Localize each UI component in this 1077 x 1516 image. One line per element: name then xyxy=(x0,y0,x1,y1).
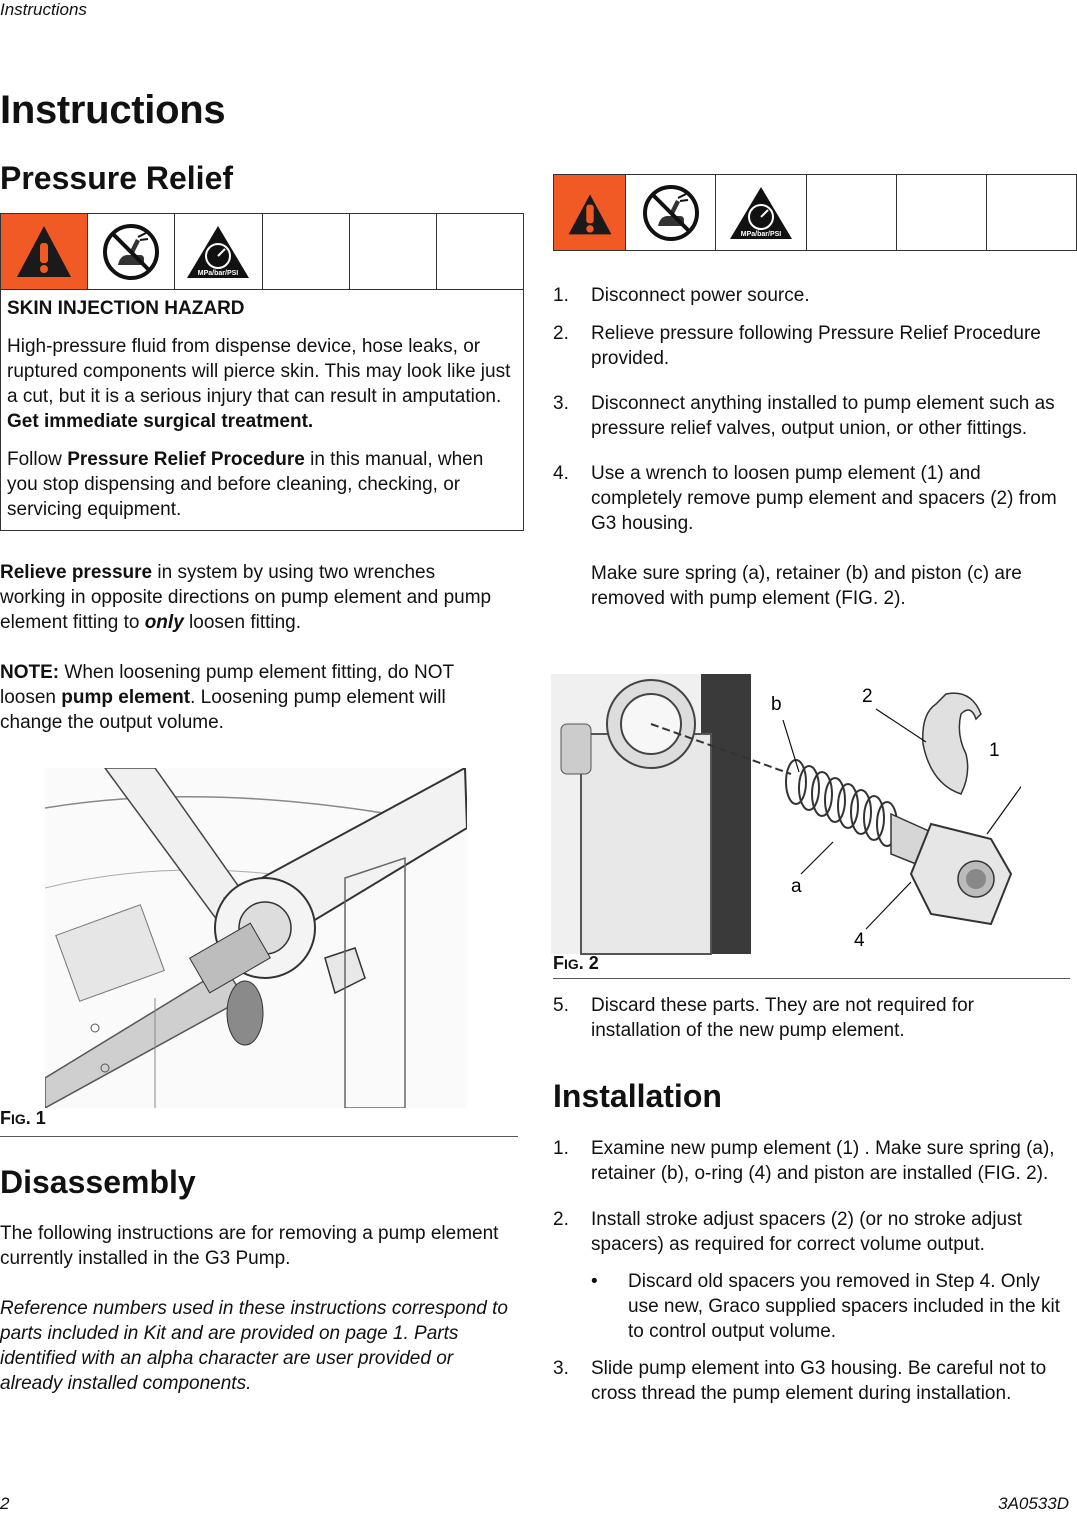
fig2-label: FIG. 2 xyxy=(553,953,599,973)
reference-note: Reference numbers used in these instructions correspond to parts included in Kit and are provided on page 1. Parts identified with an alpha character are user provided or already installed components. xyxy=(0,1298,508,1394)
step-4-note: Make sure spring (a), retainer (b) and piston (c) are removed with pump element (FIG. 2). xyxy=(591,563,1022,609)
empty-icon-cell xyxy=(437,214,523,289)
empty-icon-cell xyxy=(350,214,437,289)
step-item: 4. Use a wrench to loosen pump element (1) and completely remove pump element and spacers (2) from G3 housing. xyxy=(553,463,1057,534)
warning-paragraph-2: Follow Pressure Relief Procedure in this manual, when you stop dispensing and before cleaning, checking, or servicing equipment. xyxy=(7,449,484,520)
step-item: 1. Disconnect power source. xyxy=(553,285,810,306)
installation-steps xyxy=(553,1136,1068,1406)
warning-triangle-icon xyxy=(562,186,618,240)
no-hand-spray-icon xyxy=(640,182,702,244)
no-hand-spray-icon xyxy=(100,221,162,283)
warning-triangle-cell xyxy=(554,175,626,250)
empty-icon-cell xyxy=(987,175,1076,250)
pressure-gauge-icon xyxy=(185,224,251,280)
empty-icon-cell xyxy=(263,214,350,289)
bullet-item: • Discard old spacers you removed in Step 4. Only use new, Graco supplied spacers included in the kit to control output volume. xyxy=(591,1271,1060,1342)
running-header: Instructions xyxy=(0,0,87,19)
pressure-relief-heading: Pressure Relief xyxy=(0,160,234,196)
empty-icon-cell xyxy=(807,175,897,250)
installation-heading: Installation xyxy=(553,1078,722,1114)
gauge-label: MPa/bar/PSI xyxy=(740,230,782,238)
disassembly-steps xyxy=(553,283,1068,611)
warning-body xyxy=(1,290,523,530)
empty-icon-cell xyxy=(897,175,987,250)
relieve-pressure-paragraph: Relieve pressure in system by using two wrenches working in opposite directions on pump element and pump element fitting to only loosen fitting. xyxy=(0,562,492,633)
pressure-gauge-cell xyxy=(716,175,806,250)
warning-triangle-icon xyxy=(14,223,74,281)
skin-injection-warning-box xyxy=(0,213,524,531)
step-item: 1. Examine new pump element (1) . Make sure spring (a), retainer (b), o-ring (4) and piston are installed (FIG. 2). xyxy=(553,1138,1055,1184)
callout-2: 2 xyxy=(862,686,873,707)
disassembly-heading: Disassembly xyxy=(0,1164,196,1200)
warning-icon-row xyxy=(1,214,523,290)
warning-title: SKIN INJECTION HAZARD xyxy=(7,298,245,319)
callout-a: a xyxy=(791,876,802,897)
fig1-wrench-illustration xyxy=(45,768,467,1108)
fig1-label: FIG. 1 xyxy=(0,1108,46,1128)
no-hand-spray-cell xyxy=(626,175,716,250)
document-number: 3A0533D xyxy=(998,1494,1069,1513)
step-item: 5. Discard these parts. They are not required for installation of the new pump element. xyxy=(553,995,975,1041)
callout-1: 1 xyxy=(989,740,1000,761)
page-number: 2 xyxy=(0,1494,10,1513)
callout-b: b xyxy=(771,694,782,715)
pressure-gauge-icon xyxy=(728,185,794,241)
no-hand-spray-cell xyxy=(88,214,175,289)
step-item: 2. Relieve pressure following Pressure Relief Procedure provided. xyxy=(553,323,1041,369)
note-paragraph: NOTE: When loosening pump element fitting, do NOT loosen pump element. Loosening pump element will change the output volume. xyxy=(0,662,454,733)
pressure-gauge-cell xyxy=(175,214,262,289)
warning-paragraph-1: High-pressure fluid from dispense device, hose leaks, or ruptured components will pierce skin. This may look like just a cut, but it is a serious injury that can result in amputation. Get immediate surgical treatment. xyxy=(7,336,511,432)
warning-triangle-cell xyxy=(1,214,88,289)
step-item: 2. Install stroke adjust spacers (2) (or no stroke adjust spacers) as required for correct volume output. xyxy=(553,1209,1022,1255)
fig2-exploded-illustration xyxy=(551,674,1021,956)
disassembly-intro: The following instructions are for removing a pump element currently installed in the G3 Pump. xyxy=(0,1223,499,1269)
callout-4: 4 xyxy=(854,930,865,951)
gauge-label: MPa/bar/PSI xyxy=(198,269,239,277)
step-item: 3. Slide pump element into G3 housing. Be careful not to cross thread the pump element during installation. xyxy=(553,1358,1047,1404)
step-item: 3. Disconnect anything installed to pump element such as pressure relief valves, output union, or other fittings. xyxy=(553,393,1055,439)
fig2-divider xyxy=(553,978,1070,979)
fig1-divider xyxy=(0,1136,518,1137)
warning-icon-row-right xyxy=(553,174,1077,251)
page-title: Instructions xyxy=(0,88,226,132)
